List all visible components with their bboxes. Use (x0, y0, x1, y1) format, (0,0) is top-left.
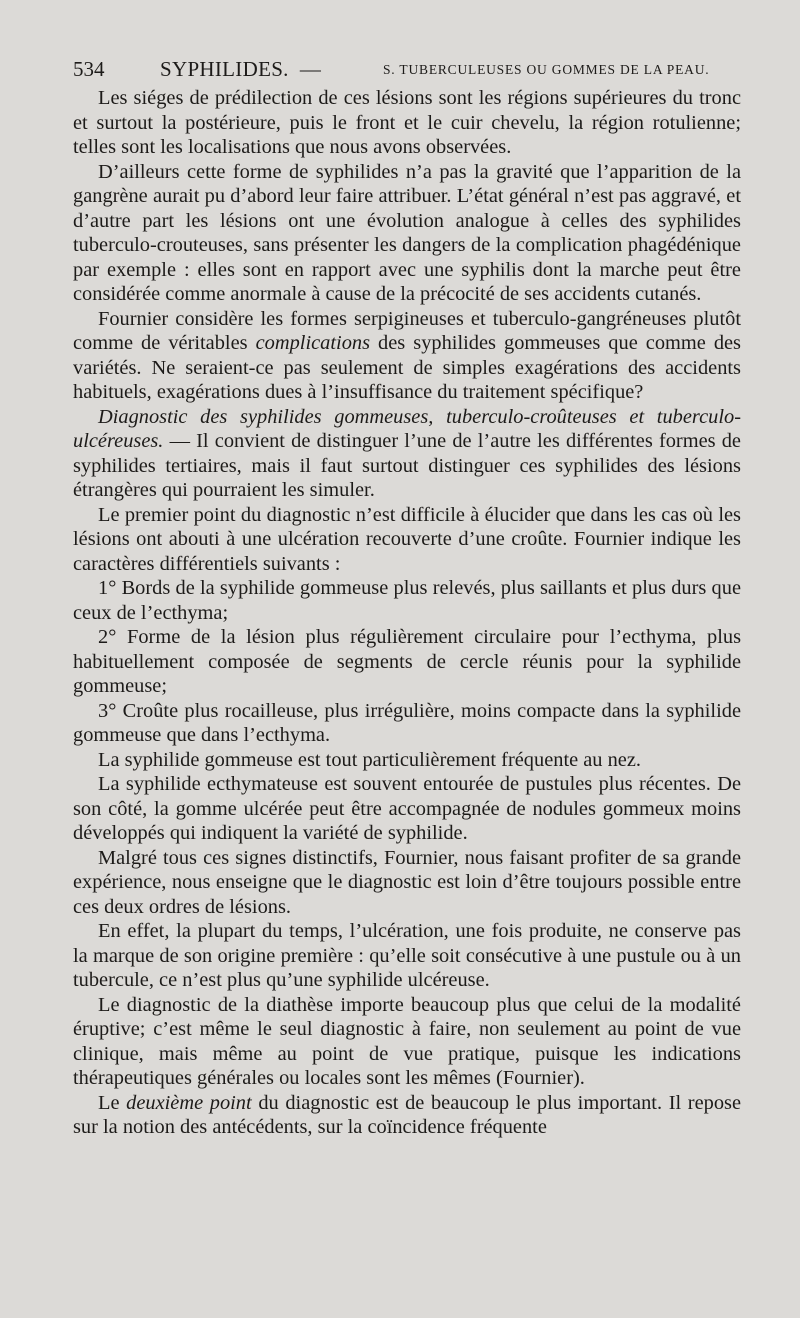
paragraph-14 (73, 1091, 741, 1140)
paragraph-7-criterion-2: 2° Forme de la lésion plus régulièrement circulaire pour l’ecthyma, plus habituellement composée de segments de cercle réunis pour la syphilide gommeuse; (73, 626, 741, 697)
paragraph-9: La syphilide gommeuse est tout particulièrement fréquente au nez. (98, 748, 641, 771)
paragraph-14-text-a: Le (98, 1091, 127, 1114)
paragraph-10: La syphilide ecthymateuse est souvent entourée de pustules plus récentes. De son côté, la gomme ulcérée peut être accompagnée de nodules gommeux moins développés qui indiquent la variété de syphilide. (73, 773, 741, 844)
paragraph-8-criterion-3: 3° Croûte plus rocailleuse, plus irrégulière, moins compacte dans la syphilide gommeuse que dans l’ecthyma. (73, 699, 741, 746)
paragraph-13: Le diagnostic de la diathèse importe beaucoup plus que celui de la modalité éruptive; c’est même le seul diagnostic à faire, non seulement au point de vue clinique, mais même au point de vue pratique, puisque les indications thérapeutiques générales ou locales sont les mêmes (Fournier). (73, 993, 741, 1089)
running-header (73, 55, 743, 83)
paragraph-4-text: — Il convient de distinguer l’une de l’autre les différentes formes de syphilides tertiaires, mais il faut surtout distinguer ces syphilides des lésions étrangères qui pourraient les simuler. (73, 430, 741, 501)
running-title-separator: — (299, 57, 322, 81)
paragraph-3-text-a: Fournier considère les formes serpigineuses et tuberculo-gangréneuses plutôt comme de véritables (73, 307, 741, 354)
running-title-main: SYPHILIDES. (160, 57, 289, 81)
body-text (73, 86, 741, 1140)
paragraph-14-text-b: du diagnostic est de beaucoup le plus important. Il repose sur la notion des antécédents, sur la coïncidence fréquente (73, 1091, 742, 1138)
paragraph-5: Le premier point du diagnostic n’est difficile à élucider que dans les cas où les lésions ont abouti à une ulcération recouverte d’une croûte. Fournier indique les caractères différentiels suivants : (73, 503, 741, 575)
paragraph-3-emphasis: complications (255, 332, 371, 354)
paragraph-12: En effet, la plupart du temps, l’ulcération, une fois produite, ne conserve pas la marque de son origine première : qu’elle soit consécutive à une pustule ou à un tubercule, ce n’est plus qu’une syphilide ulcéreuse. (73, 920, 741, 991)
paragraph-11: Malgré tous ces signes distinctifs, Fournier, nous faisant profiter de sa grande expérience, nous enseigne que le diagnostic est loin d’être toujours possible entre ces deux ordres de lésions. (73, 846, 741, 918)
paragraph-14-emphasis: deuxième point (126, 1091, 252, 1114)
paragraph-3 (73, 307, 741, 405)
paragraph-1: Les siéges de prédilection de ces lésions sont les régions supérieures du tronc et surtout la postérieure, puis le front et le cuir chevelu, la région rotulienne; telles sont les localisations que nous avons observées. (73, 87, 741, 158)
paragraph-6-criterion-1: 1° Bords de la syphilide gommeuse plus relevés, plus saillants et plus durs que ceux de l’ecthyma; (73, 577, 741, 624)
running-subtitle: S. TUBERCULEUSES OU GOMMES DE LA PEAU. (383, 62, 710, 77)
paragraph-3-text-b: des syphilides gommeuses que comme des variétés. Ne seraient-ce pas seulement de simples exagérations des accidents habituels, exagérations dues à l’insuffisance du traitement spécifique? (73, 332, 741, 403)
paragraph-2: D’ailleurs cette forme de syphilides n’a pas la gravité que l’apparition de la gangrène aurait pu d’abord leur faire attribuer. L’état général n’est pas aggravé, et d’autre part les lésions ont une évolution analogue à celles des syphilides tuberculo-crouteuses, sans présenter les dangers de la complication phagédénique par exemple : elles sont en rapport avec une syphilis dont la marche peut être considérée comme anormale à cause de la précocité de ses accidents cutanés. (73, 160, 741, 305)
running-title (160, 55, 321, 83)
paragraph-4-diagnostic-heading (73, 405, 741, 503)
page-number: 534 (73, 57, 105, 81)
diagnostic-section-title: Diagnostic des syphilides gommeuses, tuberculo-croûteuses et tuberculo-ulcéreuses. (73, 405, 741, 452)
